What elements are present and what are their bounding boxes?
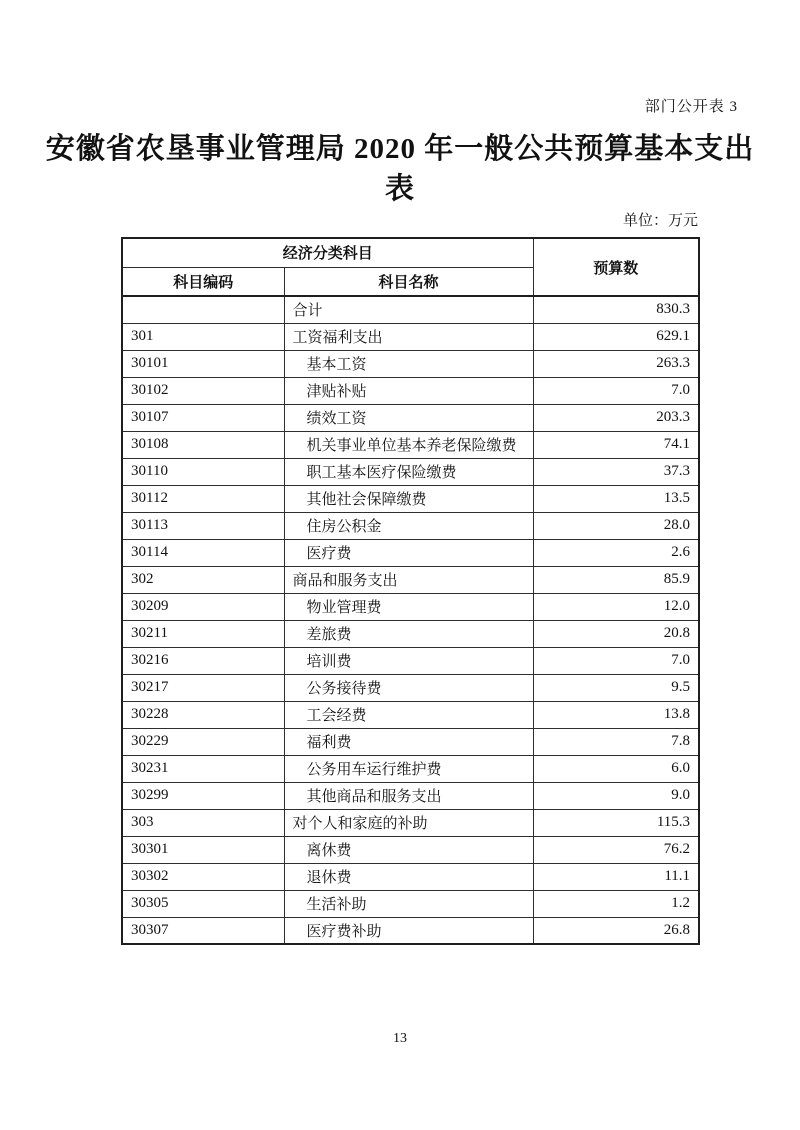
subject-code: 301	[122, 323, 284, 350]
budget-value: 1.2	[533, 890, 699, 917]
table-row	[122, 593, 699, 620]
budget-value: 76.2	[533, 836, 699, 863]
subject-name: 福利费	[284, 728, 533, 755]
budget-table	[121, 237, 700, 945]
table-row	[122, 782, 699, 809]
subject-code: 30217	[122, 674, 284, 701]
subject-code: 30231	[122, 755, 284, 782]
table-row	[122, 674, 699, 701]
header-row-group	[122, 238, 699, 267]
subject-name: 津贴补贴	[284, 377, 533, 404]
table-row	[122, 485, 699, 512]
subject-name: 医疗费补助	[284, 917, 533, 944]
subject-name: 退休费	[284, 863, 533, 890]
subject-code: 30216	[122, 647, 284, 674]
subject-name: 合计	[284, 296, 533, 323]
subject-code: 30114	[122, 539, 284, 566]
budget-value: 28.0	[533, 512, 699, 539]
budget-value: 9.5	[533, 674, 699, 701]
budget-value: 203.3	[533, 404, 699, 431]
table-row	[122, 377, 699, 404]
table-row	[122, 755, 699, 782]
subject-code: 30307	[122, 917, 284, 944]
subject-code: 30299	[122, 782, 284, 809]
subject-name: 物业管理费	[284, 593, 533, 620]
subject-code: 30110	[122, 458, 284, 485]
subject-name: 培训费	[284, 647, 533, 674]
column-header-budget: 预算数	[533, 238, 699, 296]
page-title-line1: 安徽省农垦事业管理局 2020 年一般公共预算基本支出	[45, 133, 755, 165]
subject-name: 商品和服务支出	[284, 566, 533, 593]
table-row	[122, 512, 699, 539]
subject-name: 差旅费	[284, 620, 533, 647]
budget-value: 7.8	[533, 728, 699, 755]
subject-name: 工会经费	[284, 701, 533, 728]
subject-name: 其他社会保障缴费	[284, 485, 533, 512]
subject-name: 医疗费	[284, 539, 533, 566]
budget-value: 629.1	[533, 323, 699, 350]
subject-code: 30228	[122, 701, 284, 728]
column-header-code: 科目编码	[122, 267, 284, 296]
budget-value: 26.8	[533, 917, 699, 944]
table-row	[122, 404, 699, 431]
page-title-line2: 表	[384, 173, 415, 205]
budget-value: 7.0	[533, 377, 699, 404]
table-row	[122, 728, 699, 755]
subject-name: 对个人和家庭的补助	[284, 809, 533, 836]
page-title	[0, 129, 800, 209]
table-row	[122, 458, 699, 485]
subject-code: 30305	[122, 890, 284, 917]
subject-code	[122, 296, 284, 323]
subject-code: 30102	[122, 377, 284, 404]
budget-value: 13.5	[533, 485, 699, 512]
budget-value: 20.8	[533, 620, 699, 647]
corner-note: 部门公开表 3	[644, 99, 738, 115]
table-row	[122, 296, 699, 323]
column-header-name: 科目名称	[284, 267, 533, 296]
budget-value: 7.0	[533, 647, 699, 674]
table-row	[122, 647, 699, 674]
table-row	[122, 350, 699, 377]
subject-name: 工资福利支出	[284, 323, 533, 350]
subject-code: 30108	[122, 431, 284, 458]
budget-value: 6.0	[533, 755, 699, 782]
budget-value: 12.0	[533, 593, 699, 620]
table-row	[122, 836, 699, 863]
table-row	[122, 566, 699, 593]
subject-code: 302	[122, 566, 284, 593]
table-row	[122, 863, 699, 890]
subject-name: 绩效工资	[284, 404, 533, 431]
column-header-economic-category: 经济分类科目	[122, 238, 533, 267]
subject-code: 30302	[122, 863, 284, 890]
unit-label: 单位：万元	[622, 213, 698, 229]
subject-code: 30211	[122, 620, 284, 647]
subject-code: 303	[122, 809, 284, 836]
budget-value: 263.3	[533, 350, 699, 377]
subject-name: 公务用车运行维护费	[284, 755, 533, 782]
subject-name: 住房公积金	[284, 512, 533, 539]
table-row	[122, 809, 699, 836]
subject-name: 其他商品和服务支出	[284, 782, 533, 809]
table-row	[122, 701, 699, 728]
budget-value: 11.1	[533, 863, 699, 890]
budget-value: 830.3	[533, 296, 699, 323]
subject-name: 生活补助	[284, 890, 533, 917]
budget-value: 115.3	[533, 809, 699, 836]
subject-code: 30112	[122, 485, 284, 512]
budget-value: 37.3	[533, 458, 699, 485]
table-row	[122, 323, 699, 350]
budget-value: 85.9	[533, 566, 699, 593]
budget-value: 13.8	[533, 701, 699, 728]
budget-value: 74.1	[533, 431, 699, 458]
subject-name: 公务接待费	[284, 674, 533, 701]
subject-code: 30209	[122, 593, 284, 620]
subject-name: 基本工资	[284, 350, 533, 377]
subject-code: 30107	[122, 404, 284, 431]
subject-code: 30101	[122, 350, 284, 377]
subject-name: 离休费	[284, 836, 533, 863]
subject-code: 30113	[122, 512, 284, 539]
budget-value: 9.0	[533, 782, 699, 809]
subject-name: 机关事业单位基本养老保险缴费	[284, 431, 533, 458]
subject-name: 职工基本医疗保险缴费	[284, 458, 533, 485]
table-row	[122, 431, 699, 458]
budget-value: 2.6	[533, 539, 699, 566]
subject-code: 30301	[122, 836, 284, 863]
table-row	[122, 890, 699, 917]
subject-code: 30229	[122, 728, 284, 755]
page-number: 13	[393, 1031, 407, 1046]
table-row	[122, 917, 699, 944]
table-row	[122, 620, 699, 647]
table-row	[122, 539, 699, 566]
